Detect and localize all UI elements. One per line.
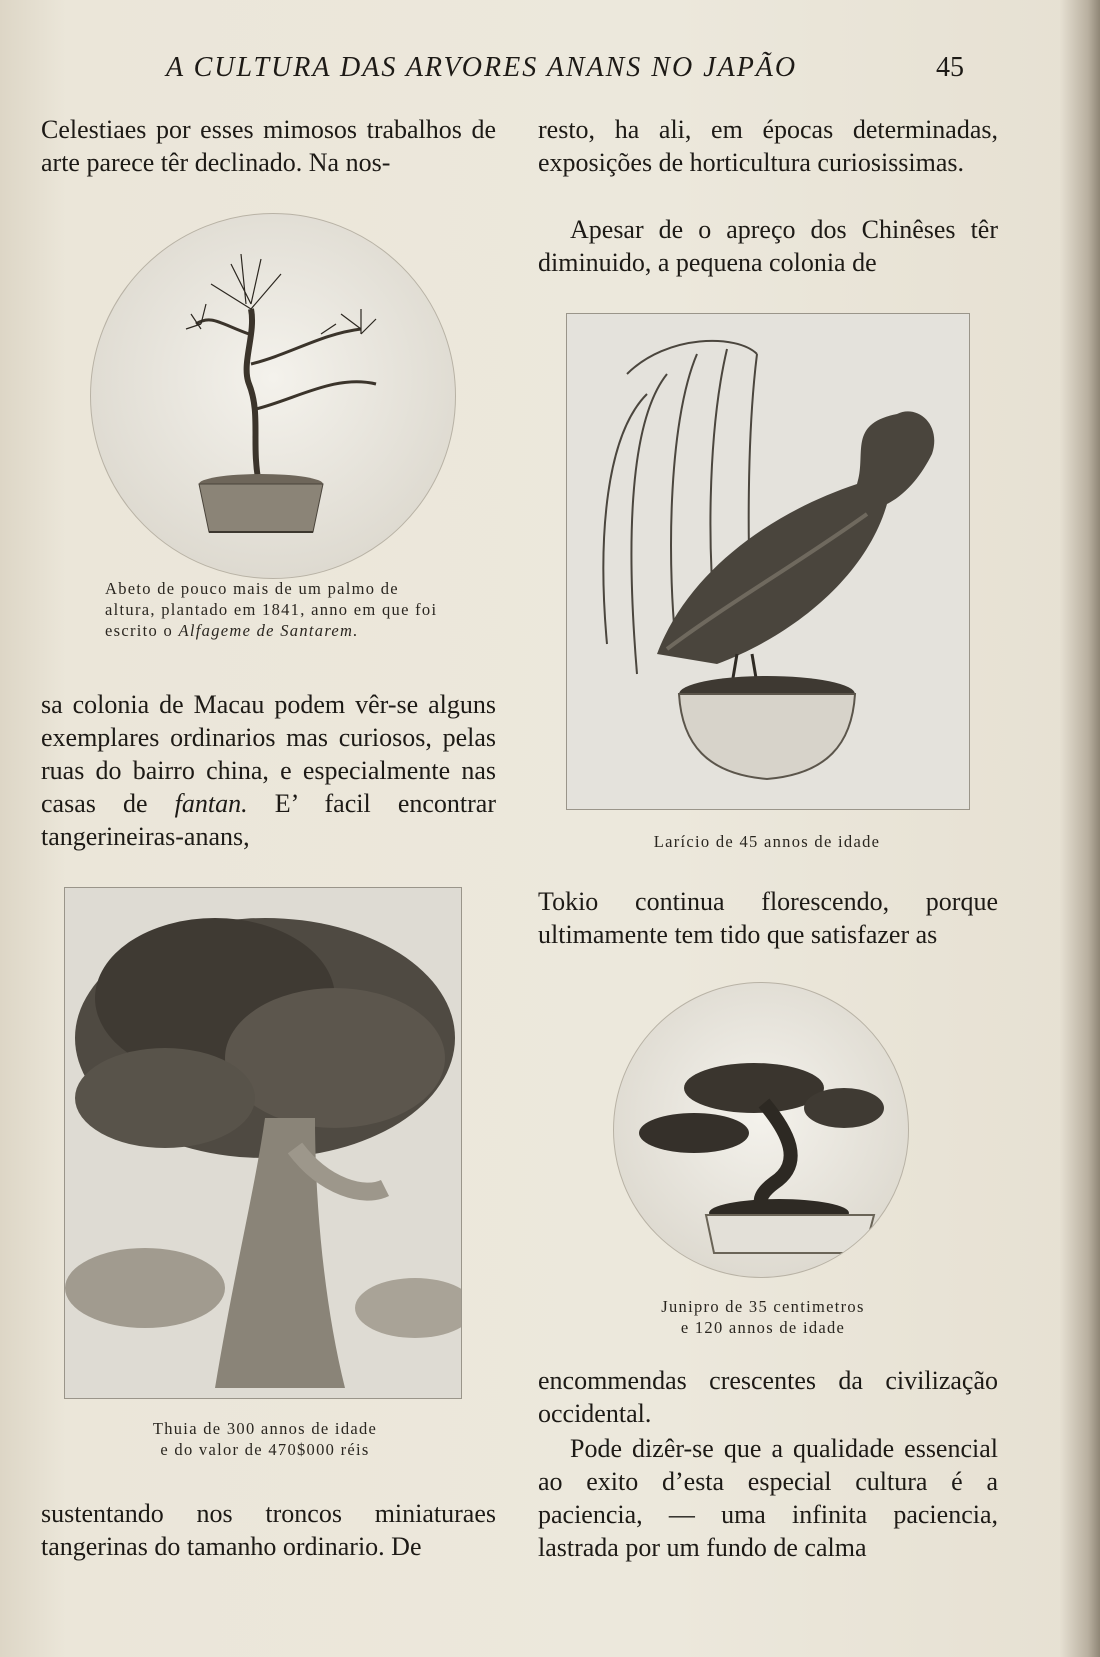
photo-abeto bbox=[90, 213, 456, 579]
caption-abeto-title: Alfageme de Santarem. bbox=[178, 621, 359, 640]
caption-abeto bbox=[105, 578, 450, 641]
page-number: 45 bbox=[936, 52, 964, 83]
right-paragraph-3: Tokio continua florescendo, porque ultimamente tem tido que satisfazer as bbox=[538, 887, 998, 949]
photo-junipro bbox=[613, 982, 909, 1278]
left-paragraph-2-text: sa colonia de Macau podem vêr-se alguns exemplares ordinarios mas curiosos, pelas ruas do bairro china, e especialmente nas casas de bbox=[41, 690, 496, 818]
left-paragraph-2-italic: fantan. bbox=[174, 789, 248, 818]
right-paragraph-5: Pode dizêr-se que a qualidade essencial ao exito d’esta especial cultura é a paciencia, — uma infinita paciencia, lastrada por um fundo de calma bbox=[538, 1434, 998, 1562]
caption-laricio: Larício de 45 annos de idade bbox=[653, 832, 881, 851]
caption-thuia-line-1: Thuia de 300 annos de idade bbox=[152, 1419, 378, 1438]
caption-thuia bbox=[70, 1418, 460, 1460]
left-paragraph-3: sustentando nos troncos miniaturaes tangerinas do tamanho ordinario. De bbox=[41, 1499, 496, 1561]
fir-bonsai-illustration bbox=[91, 214, 455, 578]
left-paragraph-1: Celestiaes por esses mimosos trabalhos de arte parece têr declinado. Na nos- bbox=[41, 115, 496, 177]
caption-thuia-line-2: e do valor de 470$000 réis bbox=[160, 1440, 370, 1459]
left-paragraph-2-end: E’ facil encontrar tangerineiras-anans, bbox=[41, 789, 496, 851]
running-header: A CULTURA DAS ARVORES ANANS NO JAPÃO bbox=[166, 52, 798, 83]
left-paragraph-2 bbox=[41, 688, 496, 853]
page-edge-shadow bbox=[1060, 0, 1100, 1657]
photo-laricio bbox=[566, 313, 970, 810]
caption-junipro-line-2: e 120 annos de idade bbox=[680, 1318, 846, 1337]
larch-rooster-illustration bbox=[567, 314, 969, 809]
right-paragraph-1: resto, ha ali, em épocas determinadas, exposições de horticultura curiosissimas. bbox=[538, 115, 998, 177]
right-paragraph-4: encommendas crescentes da civilização occidental. bbox=[538, 1366, 998, 1428]
juniper-bonsai-illustration bbox=[614, 983, 908, 1277]
caption-abeto-text: Abeto de pouco mais de um palmo de altura, plantado em 1841, anno em que foi escrito o bbox=[105, 579, 438, 640]
caption-junipro-line-1: Junipro de 35 centimetros bbox=[661, 1297, 865, 1316]
right-paragraph-2: Apesar de o apreço dos Chinêses têr diminuido, a pequena colonia de bbox=[538, 215, 998, 277]
photo-thuia bbox=[64, 887, 462, 1399]
thuia-tree-illustration bbox=[65, 888, 461, 1398]
caption-junipro bbox=[613, 1296, 913, 1338]
